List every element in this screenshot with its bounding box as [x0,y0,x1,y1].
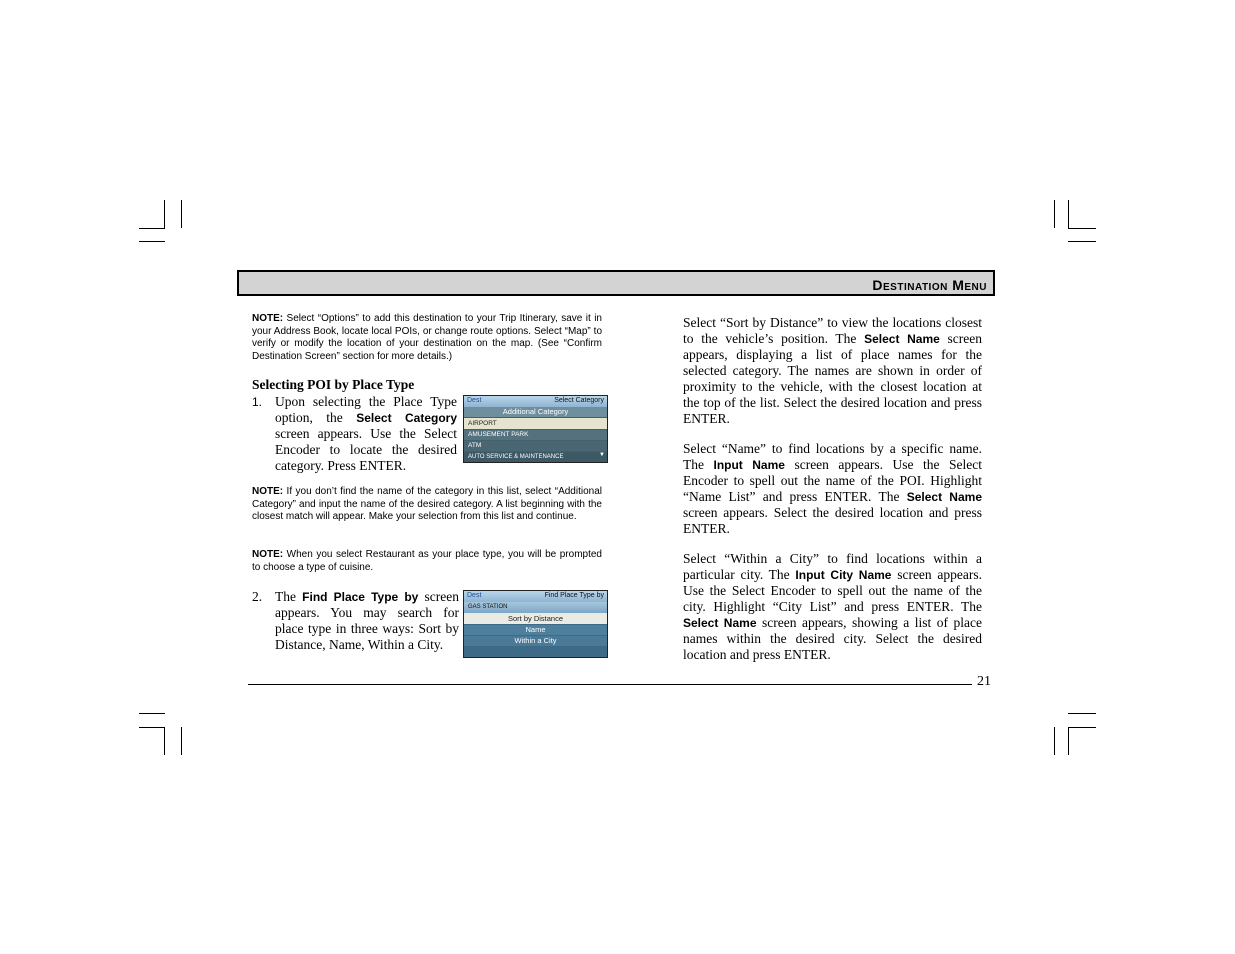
note-additional-category [252,486,602,524]
section-heading: Selecting POI by Place Type [252,377,415,392]
screen-list-item: Sort by Distance [464,613,607,624]
crop-mark [139,228,165,229]
paragraph-name [683,441,982,537]
screen-name: Select Category [356,411,457,425]
paragraph-sort-by-distance [683,315,982,427]
note-text: When you select Restaurant as your place type, you will be prompted to choose a type of cuisine. [252,549,602,573]
step-text: screen appears. You may search for place type in three ways: Sort by Distance, Name, Within a City. [275,589,459,652]
crop-mark [1068,727,1069,755]
paragraph-text: screen appears. Select the desired location and press ENTER. [683,505,982,536]
step-text: The [275,589,303,604]
paragraph-text: Select “Sort by Distance” to view the locations closest to the vehicle’s position. The [683,315,982,346]
paragraph-within-city [683,551,982,663]
paragraph-text: screen appears. Use the Select Encoder to spell out the name of the city. Highlight “City List” and press ENTER. The [683,567,983,614]
section-header-bar [237,270,995,296]
screen-list-item: AMUSEMENT PARK [464,430,607,440]
screen-name: Input Name [713,458,785,472]
note-label: NOTE: [252,549,284,560]
select-category-screenshot [463,395,608,463]
crop-mark [1068,713,1096,714]
crop-mark [1068,727,1096,728]
crop-mark [164,200,165,228]
crop-mark [1068,200,1069,228]
step-text: screen appears. Use the Select Encoder to locate the desired category. Press ENTER. [275,426,457,473]
paragraph-text: screen appears, displaying a list of place names for the selected category. The names are shown in order of proximity to the vehicle, with the closest location at the top of the list. Select the desired location and press ENTER. [683,331,982,426]
screen-sub-label: GAS STATION [464,602,607,613]
screen-name: Select Name [864,332,940,346]
step-1-text [275,394,457,474]
screen-name: Select Name [683,616,757,630]
screen-title: Select Category [554,397,604,404]
screen-name: Find Place Type by [302,590,419,604]
screen-list-item: AIRPORT [464,418,607,429]
find-place-type-screenshot [463,590,608,658]
screen-dest-label: Dest [467,592,482,599]
note-text: If you don’t find the name of the category in this list, select “Additional Category” and input the name of the desired category. A list beginning with the closest match will appear. Make your selection from this list and continue. [252,486,602,522]
screen-dest-label: Dest [467,397,482,404]
crop-mark [139,241,165,242]
screen-list-item: Within a City [464,636,607,646]
screen-title: Find Place Type by [544,592,604,599]
paragraph-text: screen appears, showing a list of place names within the desired city. Select the desired location and press ENTER. [683,615,982,662]
paragraph-text: Select “Name” to find locations by a specific name. The [683,441,982,472]
screen-header-row: Additional Category [464,407,607,417]
note-options [252,313,602,363]
note-text: Select “Options” to add this destination to your Trip Itinerary, save it in your Address Book, locate local POIs, or change route options. Select “Map” to verify or modify the location of your destination on the map. (See “Confirm Destination Screen” section for more details.) [252,313,602,362]
note-restaurant [252,549,602,574]
screen-name: Select Name [906,490,982,504]
crop-mark [1068,228,1096,229]
screen-list-item: ATM [464,441,607,451]
crop-mark [139,713,165,714]
screen-name: Input City Name [795,568,892,582]
page-number: 21 [977,674,991,689]
crop-mark [1054,727,1055,755]
step-number: 1. [252,395,263,409]
screen-title-bar [464,396,607,407]
crop-mark [181,727,182,755]
crop-mark [164,727,165,755]
crop-mark [139,727,165,728]
section-title: Destination Menu [872,277,987,293]
screen-list-item: AUTO SERVICE & MAINTENANCE [464,452,607,462]
footer-rule [248,684,972,685]
screen-title-bar [464,591,607,602]
step-number: 2. [252,589,263,604]
screen-list-item: Name [464,625,607,635]
note-label: NOTE: [252,486,284,497]
crop-mark [1054,200,1055,228]
step-text: Upon selecting the Place Type option, the [275,394,457,425]
step-2-text [275,589,459,653]
crop-mark [181,200,182,228]
crop-mark [1068,241,1096,242]
note-label: NOTE: [252,313,284,324]
scroll-down-icon: ▼ [599,452,605,458]
paragraph-text: screen appears. Use the Select Encoder to spell out the name of the POI. Highlight “Name List” and press ENTER. The [683,457,982,504]
paragraph-text: Select “Within a City” to find locations within a particular city. The [683,551,982,582]
